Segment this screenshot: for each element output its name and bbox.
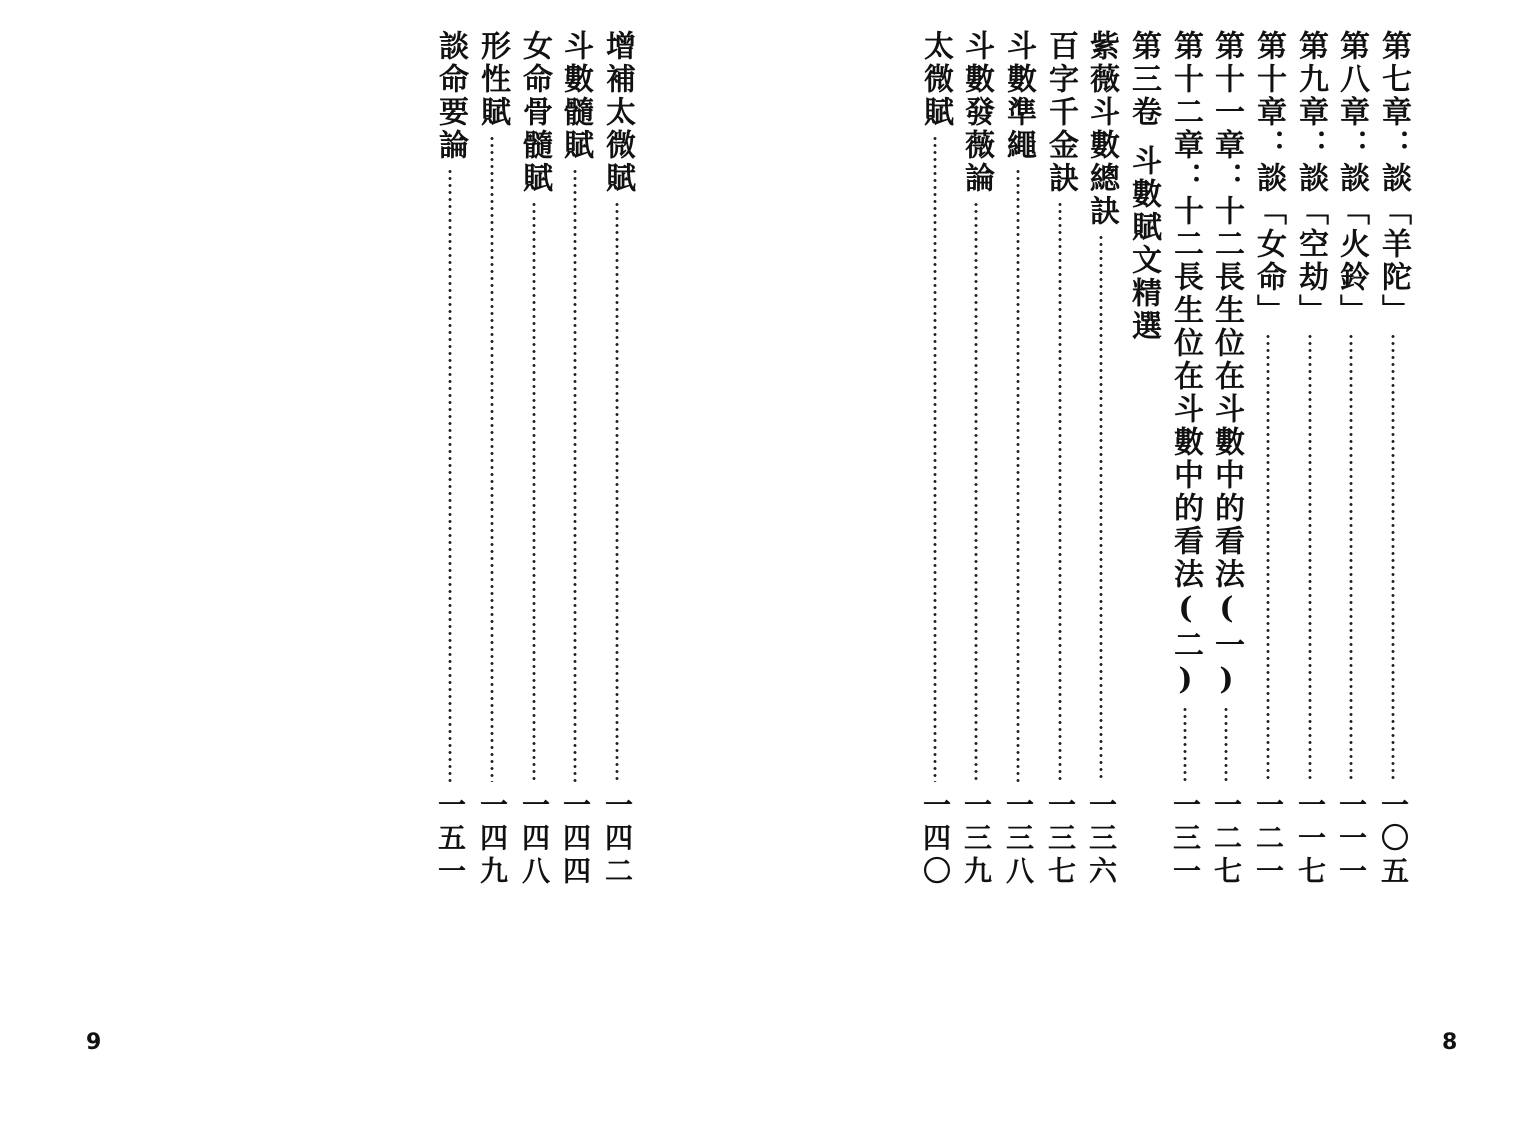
toc-entry-page: 一三九	[960, 790, 993, 889]
toc-entry	[998, 30, 1038, 889]
toc-entry-title-text: 太微賦	[918, 30, 953, 129]
toc-entry	[514, 30, 554, 889]
toc-entry-page: 一四四	[559, 790, 592, 889]
toc-entry-page: 一四〇	[919, 790, 952, 889]
toc-entry-title	[956, 30, 996, 195]
toc-entry	[1123, 30, 1163, 880]
toc-entry-page: 一三一	[1169, 790, 1202, 889]
dot-leader	[1308, 333, 1312, 782]
toc-entry-title-text: 形性賦	[475, 30, 510, 129]
toc-entry-title-text: 第十章：談「女命」	[1251, 30, 1286, 327]
toc-entry-page: 一四九	[476, 790, 509, 889]
toc-entry	[1248, 30, 1288, 889]
dot-leader	[573, 168, 577, 782]
toc-entry-page: 一五一	[434, 790, 467, 889]
dot-leader	[1266, 333, 1270, 782]
toc-entry	[1165, 30, 1205, 889]
dot-leader	[974, 201, 978, 782]
toc-entry-title-text: 斗數髓賦	[558, 30, 593, 162]
toc-entry-subtitle: 斗數賦文精選	[1126, 145, 1161, 343]
toc-entry-title-text: 第十一章：十二長生位在斗數中的看法(一)	[1209, 30, 1244, 700]
toc-entry-title	[1165, 30, 1205, 700]
toc-entry-page: 一三七	[1044, 790, 1077, 889]
right-page	[770, 0, 1540, 1122]
toc-entry-title	[915, 30, 955, 129]
page-number: 9	[86, 1030, 102, 1055]
toc-entry	[1331, 30, 1371, 889]
toc-entry-title-text: 斗數準繩	[1001, 30, 1036, 162]
toc-entry	[472, 30, 512, 889]
toc-entry-page: 一三八	[1002, 790, 1035, 889]
toc-entry-title	[430, 30, 470, 162]
toc-entry-title	[1331, 30, 1371, 327]
dot-leader	[1349, 333, 1353, 782]
dot-leader	[1016, 168, 1020, 782]
toc-entry-title	[514, 30, 554, 195]
toc-entry	[956, 30, 996, 889]
toc-entry-title	[1206, 30, 1246, 700]
toc-entry	[597, 30, 637, 889]
dot-leader	[1099, 234, 1103, 782]
toc-entry-title-text: 增補太微賦	[600, 30, 635, 195]
toc-entry	[1206, 30, 1246, 889]
toc-entry-title-text: 紫薇斗數總訣	[1084, 30, 1119, 228]
toc-entry-title-text: 談命要論	[433, 30, 468, 162]
toc-entry-page: 一二一	[1252, 790, 1285, 889]
toc-entry-title	[998, 30, 1038, 162]
toc-entry-title	[472, 30, 512, 129]
toc-entry-title-text: 百字千金訣	[1043, 30, 1078, 195]
toc-entry-page: 一三六	[1085, 790, 1118, 889]
dot-leader	[1183, 706, 1187, 782]
toc-entry-page: 一一一	[1335, 790, 1368, 889]
dot-leader	[615, 201, 619, 782]
toc-entry-title	[1081, 30, 1121, 228]
toc-entry-title-text: 第八章：談「火鈴」	[1334, 30, 1369, 327]
toc-entry-title	[1040, 30, 1080, 195]
dot-leader	[1391, 333, 1395, 782]
toc-entry	[555, 30, 595, 889]
toc-entry-title	[1123, 30, 1163, 343]
toc-entry	[1081, 30, 1121, 889]
toc-entry	[1373, 30, 1413, 889]
dot-leader	[532, 201, 536, 782]
toc-entry-page: 一〇五	[1377, 790, 1410, 889]
dot-leader	[490, 135, 494, 782]
toc-entry-title-text: 女命骨髓賦	[517, 30, 552, 195]
toc-entry-page: 一一七	[1294, 790, 1327, 889]
toc-entry	[1290, 30, 1330, 889]
toc-entry-title-text: 第七章：談「羊陀」	[1376, 30, 1411, 327]
dot-leader	[1224, 706, 1228, 782]
toc-entry-title	[1248, 30, 1288, 327]
toc-entry-title-text: 第十二章：十二長生位在斗數中的看法(二)	[1168, 30, 1203, 700]
toc-entry-title-text: 第三卷	[1126, 30, 1161, 129]
toc-entry	[1040, 30, 1080, 889]
toc-entry-title-text: 第九章：談「空劫」	[1293, 30, 1328, 327]
toc-entry-page: 一二七	[1210, 790, 1243, 889]
toc-entry-title	[1290, 30, 1330, 327]
page-number: 8	[1442, 1030, 1458, 1055]
dot-leader	[448, 168, 452, 782]
dot-leader	[933, 135, 937, 782]
toc-entry-title-text: 斗數發薇論	[959, 30, 994, 195]
toc-entry-title	[597, 30, 637, 195]
toc-entry	[430, 30, 470, 889]
toc-entry-page: 一四二	[601, 790, 634, 889]
toc-entry	[915, 30, 955, 889]
toc-entry-title	[1373, 30, 1413, 327]
dot-leader	[1058, 201, 1062, 782]
toc-entry-page: 一四八	[518, 790, 551, 889]
toc-entry-title	[555, 30, 595, 162]
